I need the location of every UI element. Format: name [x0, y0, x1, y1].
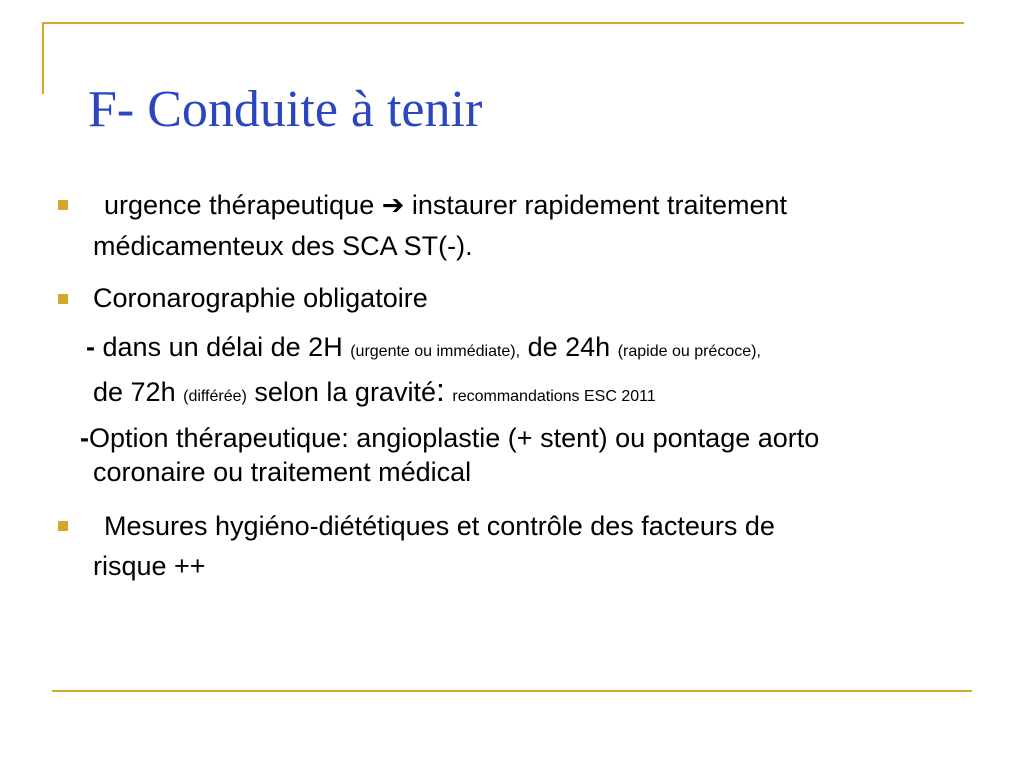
frame-top-line [42, 22, 964, 24]
sub-item-1-delay-72h: de 72h [93, 377, 176, 407]
bullet-1-text-b: instaurer rapidement traitement [411, 190, 788, 220]
sub-item-1-colon: : [435, 372, 445, 408]
sub-item-1-gravite: selon la gravité [254, 377, 436, 407]
bullet-marker-2 [58, 294, 68, 304]
sub-item-2-line-2: coronaire ou traitement médical [93, 457, 472, 487]
sub-item-2-text-a: Option thérapeutique: angioplastie (+ stent) ou pontage aorto [89, 423, 820, 453]
frame-bottom-line [52, 690, 972, 692]
bullet-1-line-1 [104, 189, 787, 221]
frame-left-line [42, 22, 44, 94]
sub-item-1-line-1 [86, 331, 761, 368]
bullet-marker-1 [58, 200, 68, 210]
sub-item-1-line-2 [93, 374, 656, 413]
sub-item-1-note-rapide: (rapide ou précoce), [617, 343, 761, 360]
bullet-1-line-2: médicamenteux des SCA ST(-). [93, 231, 473, 261]
bullet-2-text: Coronarographie obligatoire [93, 283, 428, 313]
sub-item-1-delay-2h: dans un délai de 2H [102, 332, 343, 362]
bullet-3-line-2: risque ++ [93, 551, 206, 581]
sub-item-1-delay-24h: de 24h [527, 332, 611, 362]
bullet-1-text-a: urgence thérapeutique [104, 190, 375, 220]
bullet-3-line-1: Mesures hygiéno-diététiques et contrôle des facteurs de [104, 511, 775, 541]
right-arrow-icon: ➔ [381, 190, 405, 220]
sub-item-2-dash: - [80, 423, 89, 453]
bullet-marker-3 [58, 521, 68, 531]
sub-item-1-dash: - [86, 332, 95, 362]
sub-item-1-note-urgente: (urgente ou immédiate), [350, 343, 521, 360]
sub-item-2-line-1 [80, 422, 819, 454]
sub-item-1-reference: recommandations ESC 2011 [452, 388, 656, 405]
slide-title: F- Conduite à tenir [88, 81, 483, 138]
sub-item-1-note-differee: (différée) [183, 388, 247, 405]
